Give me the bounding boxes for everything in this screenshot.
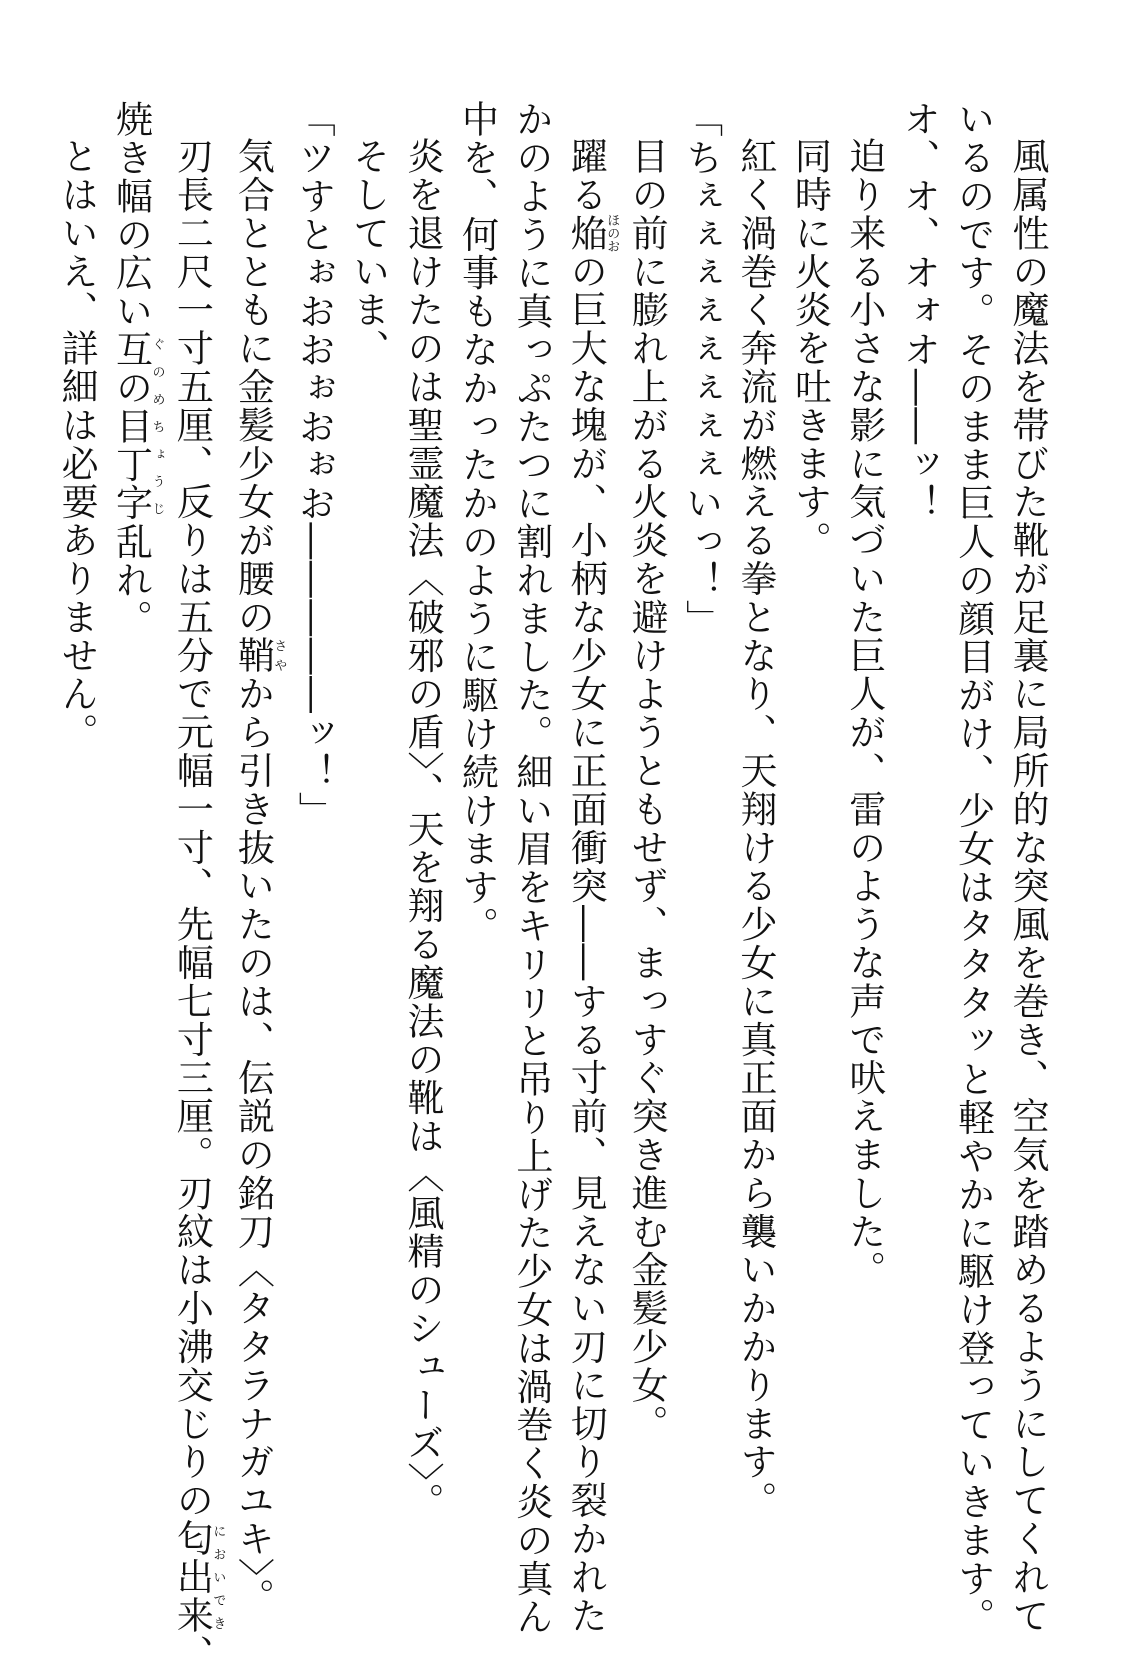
text-line (103, 100, 164, 1540)
furigana-word: 焔ほのお (564, 213, 620, 253)
line-segment: 躍る (564, 137, 608, 214)
text-line: 紅く渦巻く奔流が燃える拳となり、天翔ける少女に真正面から襲いかかります。 (733, 137, 777, 1520)
line-segment: 、 (170, 1634, 214, 1673)
furigana: ぐのめちょうじ (149, 330, 165, 523)
text-line (164, 100, 226, 1673)
text-line: 同時に火炎を吐きます。 (788, 137, 832, 560)
text-line: オ、オ、オォオ――ッ！ (897, 100, 941, 523)
text-line (558, 100, 620, 1635)
text-line: 風属性の魔法を帯びた靴が足裏に局所的な突風を巻き、空気を踏めるようにしてくれて (1006, 137, 1049, 1635)
line-segment: の巨大な塊が、小柄な少女に正面衝突――する寸前、見えない刃に切り裂かれた (564, 252, 608, 1635)
text-line: 目の前に膨れ上がる火炎を避けようともせず、まっすぐ突き進む金髪少女。 (625, 137, 669, 1443)
line-segment: 乱れ。 (109, 522, 153, 638)
text-line: 炎を退けたのは聖霊魔法〈破邪の盾〉、天を翔る魔法の靴は〈風精のシューズ〉。 (401, 137, 445, 1521)
line-segment: 刃長二尺一寸五厘、反りは五分で元幅一寸、先幅七寸三厘。刃紋は小沸交じりの (170, 137, 214, 1520)
line-segment: 焼き幅の広い (109, 100, 153, 331)
text-line: 中を、何事もなかったかのように駆け続けます。 (455, 100, 499, 945)
text-line: 迫り来る小さな影に気づいた巨人が、雷のような声で吠えました。 (842, 137, 886, 1289)
text-line (225, 100, 287, 1617)
dialogue-line: 「ツすとぉおおぉおぉお―――――ッ！」 (292, 100, 336, 830)
line-segment: から引き抜いたのは、伝説の銘刀〈タタラナガユキ〉。 (231, 674, 275, 1617)
furigana-word: 鞘さや (231, 636, 287, 675)
text-line: とはいえ、詳細は必要ありません。 (55, 137, 99, 752)
furigana: さや (271, 636, 287, 675)
text-line: かのように真っぷたつに割れました。細い眉をキリリと吊り上げた少女は渦巻く炎の真ん (509, 100, 553, 1637)
text-line: そしていま、 (346, 137, 390, 368)
furigana-word: 互の目丁字ぐのめちょうじ (109, 330, 165, 523)
text-line: いるのです。そのまま巨人の顔目がけ、少女はタタタッと軽やかに駆け登っていきます。 (951, 100, 995, 1636)
furigana: ほのお (604, 213, 620, 253)
vertical-text-body (55, 100, 1054, 1673)
furigana-word: 匂出来においでき (170, 1519, 226, 1635)
line-segment: 気合とともに金髪少女が腰の (231, 137, 275, 637)
furigana: においでき (210, 1519, 226, 1635)
dialogue-line: 「ちぇぇぇぇぇぇぇぇいっ！」 (679, 100, 723, 638)
